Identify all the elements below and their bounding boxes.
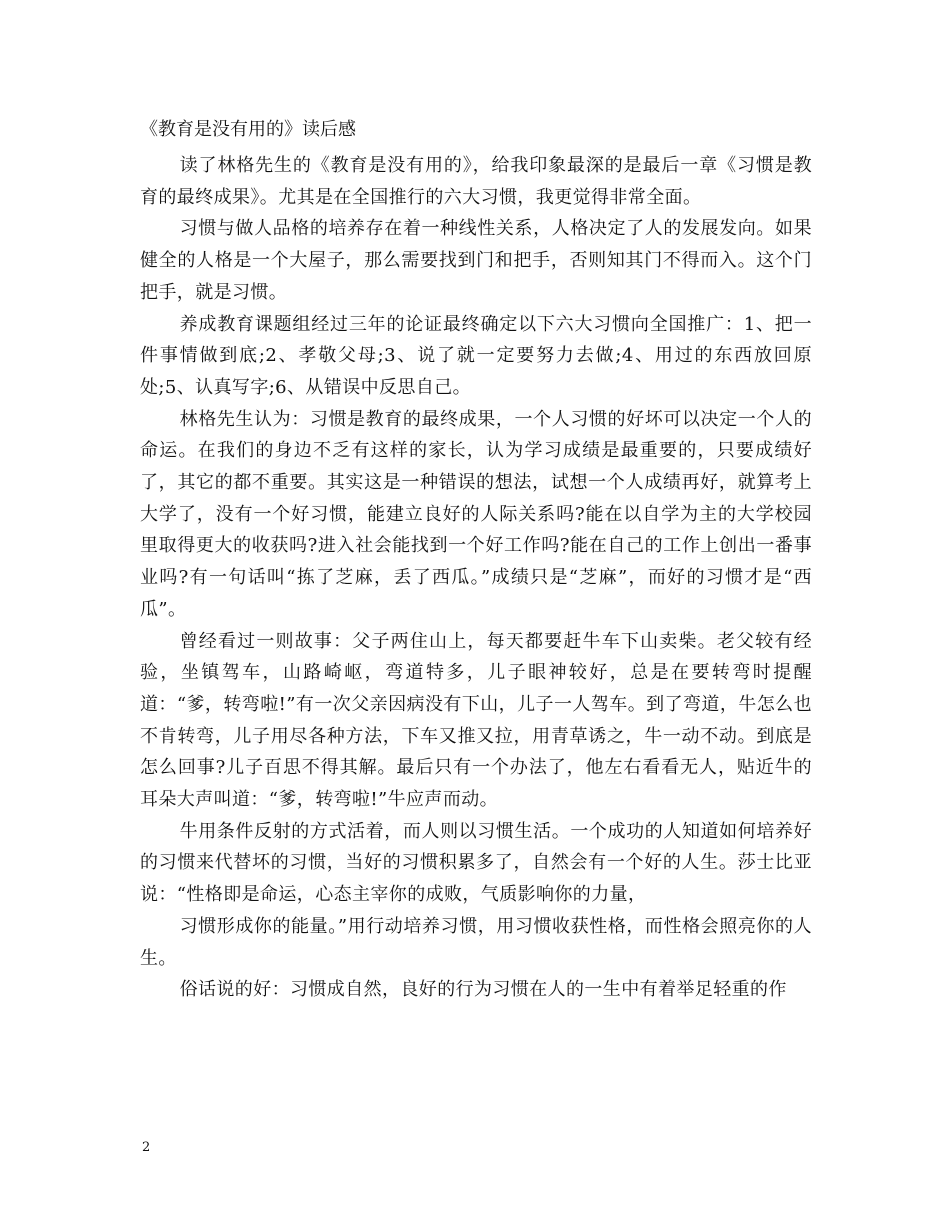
page-number: 2 [142, 1140, 151, 1155]
document-title: 《教育是没有用的》读后感 [140, 119, 356, 140]
paragraph: 养成教育课题组经过三年的论证最终确定以下六大习惯向全国推广：1、把一件事情做到底;2、孝敬父母;3、说了就一定要努力去做;4、用过的东西放回原处;5、认真写字;6、从错误中反思自己。 [140, 313, 812, 398]
paragraph: 俗话说的好：习惯成自然，良好的行为习惯在人的一生中有着举足轻重的作 [179, 979, 787, 1001]
paragraph: 牛用条件反射的方式活着，而人则以习惯生活。一个成功的人知道如何培养好的习惯来代替坏的习惯，当好的习惯积累多了，自然会有一个好的人生。莎士比亚说：“性格即是命运，心态主宰你的成败，气质影响你的力量， [140, 820, 812, 906]
paragraph: 林格先生认为：习惯是教育的最终成果，一个人习惯的好坏可以决定一个人的命运。在我们的身边不乏有这样的家长，认为学习成绩是最重要的，只要成绩好了，其它的都不重要。其实这是一种错误的想法，试想一个人成绩再好，就算考上大学了，没有一个好习惯，能建立良好的人际关系吗?能在以自学为主的大学校园里取得更大的收获吗?进入社会能找到一个好工作吗?能在自己的工作上创出一番事业吗?有一句话叫“拣了芝麻，丢了西瓜。”成绩只是“芝麻”，而好的习惯才是“西瓜”。 [140, 408, 812, 620]
document-body [140, 150, 812, 1006]
paragraph: 读了林格先生的《教育是没有用的》，给我印象最深的是最后一章《习惯是教育的最终成果》。尤其是在全国推行的六大习惯，我更觉得非常全面。 [140, 155, 812, 208]
paragraph: 习惯与做人品格的培养存在着一种线性关系，人格决定了人的发展发向。如果健全的人格是一个大屋子，那么需要找到门和把手，否则知其门不得而入。这个门把手，就是习惯。 [140, 218, 812, 303]
paragraph: 习惯形成你的能量。”用行动培养习惯，用习惯收获性格，而性格会照亮你的人生。 [140, 915, 812, 969]
paragraph: 曾经看过一则故事：父子两住山上，每天都要赶牛车下山卖柴。老父较有经验，坐镇驾车，山路崎岖，弯道特多，儿子眼神较好，总是在要转弯时提醒道：“爹，转弯啦!”有一次父亲因病没有下山，儿子一人驾车。到了弯道，牛怎么也不肯转弯，儿子用尽各种方法，下车又推又拉，用青草诱之，牛一动不动。到底是怎么回事?儿子百思不得其解。最后只有一个办法了，他左右看看无人，贴近牛的耳朵大声叫道：“爹，转弯啦!”牛应声而动。 [140, 630, 812, 811]
